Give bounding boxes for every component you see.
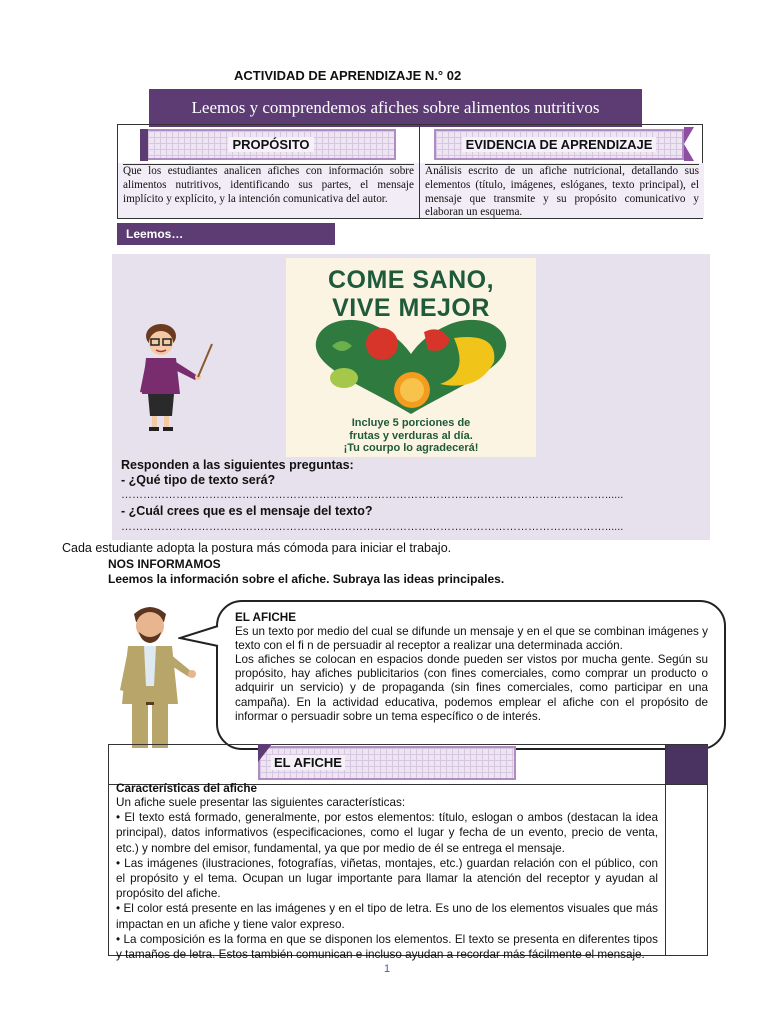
- activity-title: ACTIVIDAD DE APRENDIZAJE N.° 02: [234, 68, 462, 83]
- teacher-woman-illustration: [132, 322, 218, 434]
- characteristics-item: • El color está presente en las imágenes y en el tipo de letra. Es uno de los elementos visuales que más impactan en un afiche y tiene valor expreso.: [116, 902, 658, 931]
- bubble-content: [235, 611, 708, 724]
- bubble-title: EL AFICHE: [235, 611, 297, 624]
- poster-caption: [286, 417, 536, 455]
- poster-caption-line-2: frutas y verduras al día.: [349, 429, 473, 442]
- questions-intro: Responden a las siguientes preguntas:: [121, 458, 354, 472]
- question-1: - ¿Qué tipo de texto será?: [121, 473, 276, 487]
- answer-line-2[interactable]: ……………………………………………………………………………………………………………………......: [121, 521, 624, 533]
- afiche-header-label: EL AFICHE: [271, 755, 345, 770]
- bubble-paragraph-2: Los afiches se colocan en espacios donde pueden ser vistos por mucha gente. Según su propósito, hay afiches publicitarios (con fines comerciales, como comprar un producto o adquirir un servicio) y de propaganda (sin fines comerciales, como participar en una campaña). En la actividad educativa, podemos emplear el afiche con el propósito de informar o persuadir sobre un tema específico o de interés.: [235, 653, 708, 723]
- characteristics-item: • La composición es la forma en que se disponen los elementos. El texto se presenta en diferentes tipos y tamaños de letra. Estos también comunican e incluso ayudan a recordar más fácilmente el mensaje.: [116, 932, 658, 962]
- purpose-column: [118, 125, 420, 218]
- reading-instruction: Leemos la información sobre el afiche. Subraya las ideas principales.: [108, 572, 505, 586]
- purpose-header-label: PROPÓSITO: [228, 137, 313, 152]
- purpose-table: [117, 124, 703, 219]
- page-number: 1: [384, 963, 391, 975]
- characteristics-intro: Un afiche suele presentar las siguientes características:: [116, 796, 406, 809]
- purpose-header: [146, 129, 396, 160]
- poster-caption-line-3: ¡Tu courpo lo agradecerá!: [343, 442, 479, 454]
- posture-note: Cada estudiante adopta la postura más cómoda para iniciar el trabajo.: [62, 541, 452, 555]
- evidence-header: [434, 129, 684, 160]
- purpose-text: Que los estudiantes analicen afiches con información sobre alimentos nutritivos, identificando sus partes, el mensaje implícito y explícito, y la intención comunicativa del autor.: [123, 165, 414, 205]
- title-banner: Leemos y comprendemos afiches sobre alimentos nutritivos: [149, 89, 642, 127]
- fruit-heart-icon: [304, 316, 518, 416]
- evidence-column: [420, 125, 704, 218]
- nutrition-poster: [286, 258, 536, 457]
- speech-bubble-tail: [178, 624, 220, 648]
- characteristics-item: • El texto está formado, generalmente, por estos elementos: título, eslogan o ambos (destacan la idea principal), datos informativos (especificaciones, como el lugar y fecha de un evento, precio de venta, etc.) y nombre del emisor, fundamental, ya que por medio de él se entrega el mensaje.: [116, 811, 658, 855]
- ribbon-corner: [258, 744, 272, 762]
- header-accent-block: [666, 745, 708, 784]
- section-heading: NOS INFORMAMOS: [108, 557, 221, 571]
- characteristics-content: [116, 783, 658, 962]
- answer-line-1[interactable]: ……………………………………………………………………………………………………………………......: [121, 489, 624, 501]
- poster-title-line-2: VIVE MEJOR: [332, 294, 490, 322]
- poster-title-line-1: COME SANO,: [327, 266, 495, 294]
- evidence-header-label: EVIDENCIA DE APRENDIZAJE: [462, 137, 657, 152]
- evidence-text: Análisis escrito de un afiche nutricional, detallando sus elementos (título, imágenes, eslóganes, texto principal), el mensaje que transmite y su propósito comunicativo y elaboran un esquema.: [425, 165, 699, 219]
- bubble-paragraph-1: Es un texto por medio del cual se difunde un mensaje y en el que se combinan imágenes y texto con el fi n de persuadir al receptor a realizar una determinada acción.: [235, 625, 708, 653]
- characteristics-subtitle: Características del afiche: [116, 782, 257, 795]
- question-2: - ¿Cuál crees que es el mensaje del texto?: [121, 504, 373, 518]
- leemos-tag: Leemos…: [117, 223, 335, 245]
- poster-caption-line-1: Incluye 5 porciones de: [351, 417, 471, 429]
- poster-title: [286, 266, 536, 322]
- characteristics-item: • Las imágenes (ilustraciones, fotografías, viñetas, montajes, etc.) guardan relación con el público, con el propósito y el tema. Ocupan un lugar importante para llamar la atención del receptor y ayudan al propósito del afiche.: [116, 856, 658, 901]
